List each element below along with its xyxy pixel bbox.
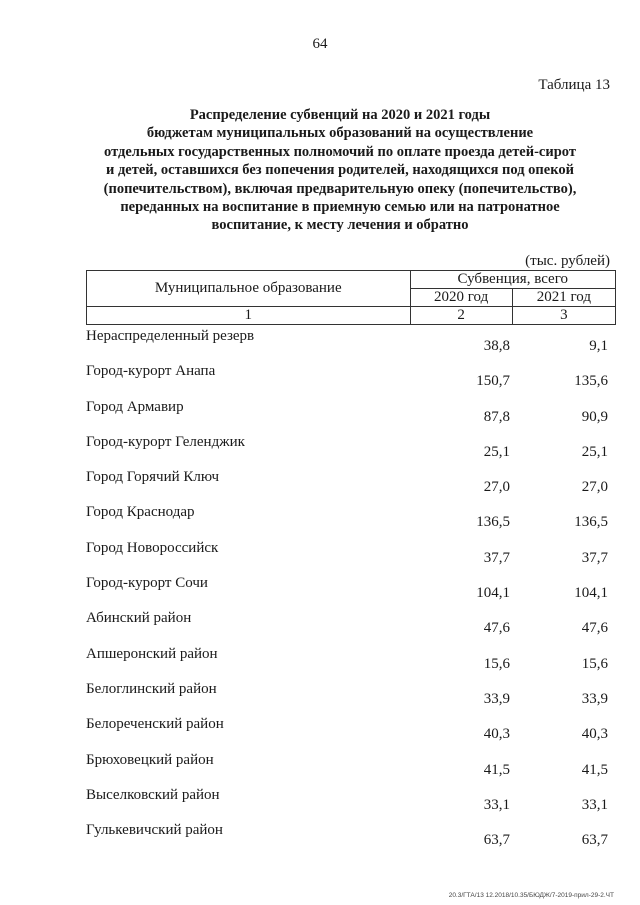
title-line: бюджетам муниципальных образований на осуществление [146, 125, 534, 142]
row-value-2021: 27,0 [581, 479, 608, 496]
row-municipality: Белоглинский район [86, 680, 217, 697]
row-value-2020: 25,1 [483, 443, 510, 460]
footer-document-code: 20.3/ГТА/13 12.2018/10.35/БЮДЖ/7-2019-прил-29-2.ЧТ [448, 892, 614, 899]
row-value-2020: 40,3 [483, 726, 510, 743]
row-municipality: Город Горячий Ключ [86, 469, 220, 486]
row-value-2020: 37,7 [483, 549, 510, 566]
row-municipality: Брюховецкий район [86, 751, 214, 768]
row-municipality: Город-курорт Геленджик [86, 433, 245, 450]
table-row [0, 610, 640, 645]
row-value-2020: 150,7 [476, 373, 510, 390]
row-value-2021: 47,6 [581, 620, 608, 637]
row-municipality: Нераспределенный резерв [86, 328, 255, 344]
header-municipality: Муниципальное образование [87, 271, 411, 307]
header-col-number-2: 2 [410, 307, 512, 325]
header-subvention-total: Субвенция, всего [410, 271, 616, 289]
header-col-number-3: 3 [512, 307, 615, 325]
header-year-2021: 2021 год [512, 289, 615, 307]
row-value-2020: 136,5 [476, 514, 510, 531]
table-row [0, 434, 640, 469]
row-municipality: Город Новороссийск [86, 539, 219, 556]
row-value-2021: 9,1 [589, 338, 608, 354]
row-value-2020: 104,1 [476, 585, 510, 602]
table-row [0, 646, 640, 681]
row-municipality: Абинский район [86, 610, 192, 627]
table-row [0, 540, 640, 575]
row-municipality: Город Краснодар [86, 504, 195, 521]
row-value-2021: 25,1 [581, 443, 608, 460]
table-row [0, 787, 640, 822]
row-value-2021: 33,9 [581, 690, 608, 707]
table-row [0, 681, 640, 716]
title-line: воспитание, к месту лечения и обратно [211, 217, 469, 234]
row-value-2021: 63,7 [581, 832, 608, 849]
row-value-2020: 87,8 [483, 408, 510, 425]
row-value-2021: 135,6 [574, 373, 608, 390]
row-value-2020: 33,1 [483, 796, 510, 813]
row-municipality: Город Армавир [86, 398, 184, 415]
row-value-2021: 37,7 [581, 549, 608, 566]
row-municipality: Город-курорт Анапа [86, 363, 216, 380]
title-line: Распределение субвенций на 2020 и 2021 годы [189, 107, 491, 123]
table-row [0, 399, 640, 434]
table-body [0, 328, 640, 857]
row-municipality: Выселковский район [86, 786, 220, 803]
title-line: отдельных государственных полномочий по оплате проезда детей-сирот [104, 143, 576, 160]
row-value-2021: 90,9 [581, 408, 608, 425]
table-row [0, 469, 640, 504]
table-row [0, 328, 640, 363]
row-value-2021: 136,5 [574, 514, 608, 531]
table-row [0, 822, 640, 857]
page-number: 64 [312, 36, 328, 52]
row-municipality: Белореченский район [86, 716, 224, 733]
row-municipality: Гулькевичский район [86, 822, 223, 839]
table-label: Таблица 13 [538, 77, 610, 93]
row-value-2021: 33,1 [581, 796, 608, 813]
table-header [86, 270, 616, 325]
header-year-2020: 2020 год [410, 289, 512, 307]
table-title [60, 106, 620, 235]
title-line: (попечительством), включая предварительную опеку (попечительство), [103, 180, 577, 197]
table-row [0, 575, 640, 610]
row-value-2020: 15,6 [483, 655, 510, 672]
units-label: (тыс. рублей) [525, 253, 610, 269]
row-value-2020: 33,9 [483, 690, 510, 707]
header-col-number-1: 1 [87, 307, 411, 325]
row-municipality: Апшеронский район [86, 645, 218, 662]
row-value-2020: 63,7 [483, 832, 510, 849]
table-row [0, 363, 640, 398]
row-value-2021: 104,1 [574, 585, 608, 602]
row-value-2021: 15,6 [581, 655, 608, 672]
title-line: переданных на воспитание в приемную семью или на патронатное [120, 199, 560, 216]
row-value-2020: 27,0 [483, 479, 510, 496]
row-value-2021: 40,3 [581, 726, 608, 743]
title-line: и детей, оставшихся без попечения родителей, находящихся под опекой [105, 162, 574, 179]
table-row [0, 752, 640, 787]
table-row [0, 716, 640, 751]
row-value-2021: 41,5 [581, 761, 608, 778]
table-row [0, 504, 640, 539]
row-municipality: Город-курорт Сочи [86, 575, 208, 592]
row-value-2020: 47,6 [483, 620, 510, 637]
row-value-2020: 41,5 [483, 761, 510, 778]
row-value-2020: 38,8 [483, 338, 510, 354]
